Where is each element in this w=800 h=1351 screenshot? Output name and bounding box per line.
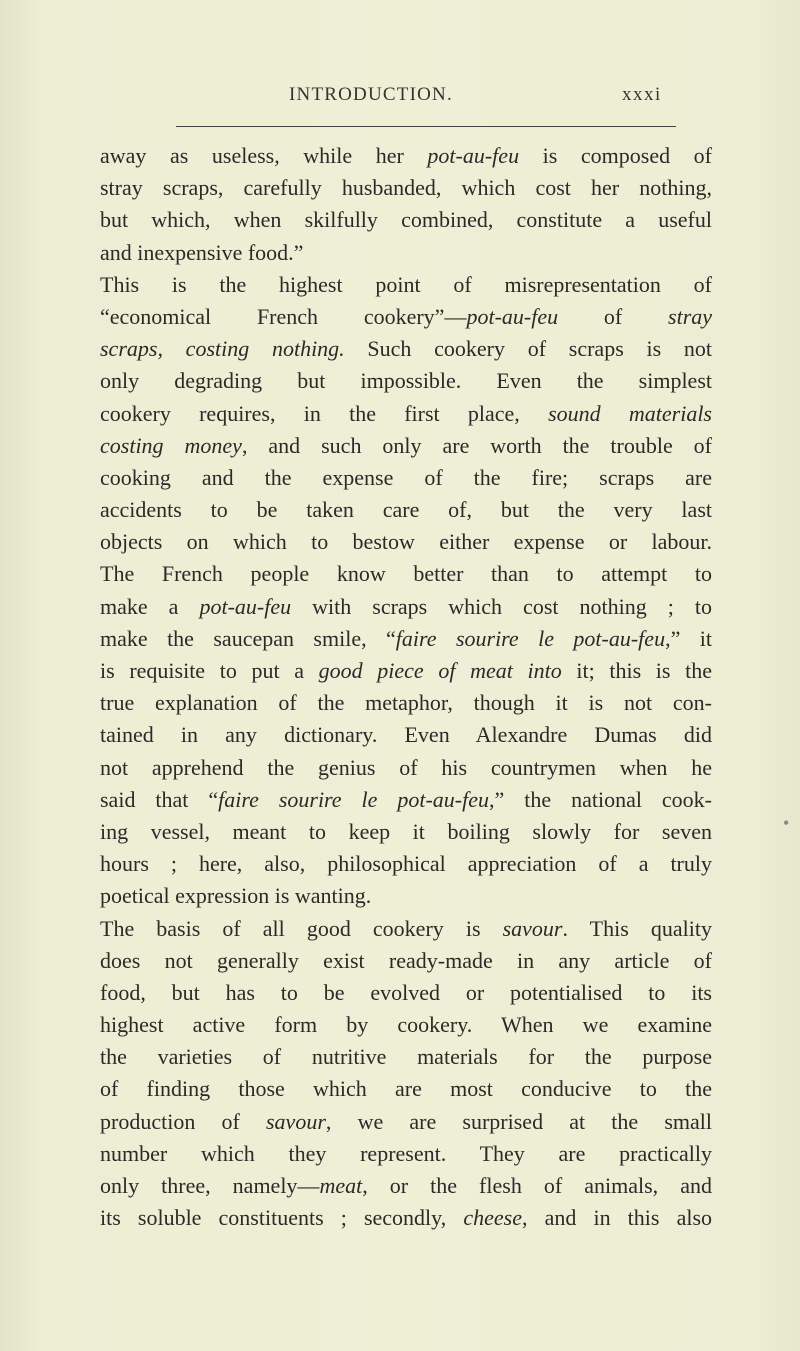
text-line: tained in any dictionary. Even Alexandre Dumas did [100, 722, 712, 748]
text-line: “economical French cookery”—pot-au-feu of stray [100, 303, 713, 329]
text-line: cookery requires, in the first place, sound materials [100, 400, 712, 426]
text-line: true explanation of the metaphor, though it is not con- [100, 690, 712, 716]
text-line: not apprehend the genius of his countrymen when he [100, 754, 712, 780]
header-rule [176, 126, 676, 127]
text-line: This is the highest point of misrepresentation of [100, 271, 712, 297]
text-line: food, but has to be evolved or potentialised to its [100, 979, 712, 1005]
text-line: and inexpensive food.” [100, 239, 304, 265]
text-line: its soluble constituents ; secondly, cheese, and in this also [100, 1205, 713, 1231]
margin-mark: • [783, 813, 790, 833]
page-number: xxxi [622, 84, 662, 105]
text-line: does not generally exist ready-made in any article of [100, 947, 712, 973]
text-line: number which they represent. They are practically [100, 1140, 712, 1166]
text-line: The basis of all good cookery is savour. This quality [100, 915, 712, 941]
text-line: cooking and the expense of the fire; scraps are [100, 464, 712, 490]
text-line: costing money, and such only are worth the trouble of [100, 432, 713, 458]
text-line: poetical expression is wanting. [100, 883, 372, 909]
text-line: production of savour, we are surprised at the small [100, 1108, 712, 1134]
running-head: INTRODUCTION. [289, 84, 453, 105]
text-line: only degrading but impossible. Even the simplest [100, 368, 712, 394]
text-line: accidents to be taken care of, but the very last [100, 497, 712, 523]
text-line: of finding those which are most conducive to the [100, 1076, 712, 1102]
text-line: make the saucepan smile, “faire sourire le pot-au-feu,” it [100, 625, 712, 651]
text-line: ing vessel, meant to keep it boiling slowly for seven [100, 818, 712, 844]
text-line: objects on which to bestow either expense or labour. [100, 529, 712, 555]
page-header [0, 76, 800, 116]
text-line: scraps, costing nothing. Such cookery of scraps is not [100, 336, 712, 362]
text-line: only three, namely—meat, or the flesh of animals, and [100, 1173, 712, 1198]
text-line: The French people know better than to attempt to [100, 561, 712, 587]
text-line: stray scraps, carefully husbanded, which cost her nothing, [100, 175, 712, 201]
text-line: said that “faire sourire le pot-au-feu,” the national cook- [100, 786, 712, 812]
text-line: make a pot-au-feu with scraps which cost nothing ; to [100, 593, 712, 619]
body-text [100, 140, 712, 1234]
text-line: but which, when skilfully combined, constitute a useful [100, 207, 712, 233]
text-line: hours ; here, also, philosophical appreciation of a truly [100, 851, 712, 877]
text-line: away as useless, while her pot-au-feu is composed of [100, 143, 713, 168]
text-line: highest active form by cookery. When we examine [100, 1012, 712, 1038]
text-line: the varieties of nutritive materials for the purpose [100, 1044, 712, 1070]
text-line: is requisite to put a good piece of meat into it; this is the [100, 658, 712, 683]
